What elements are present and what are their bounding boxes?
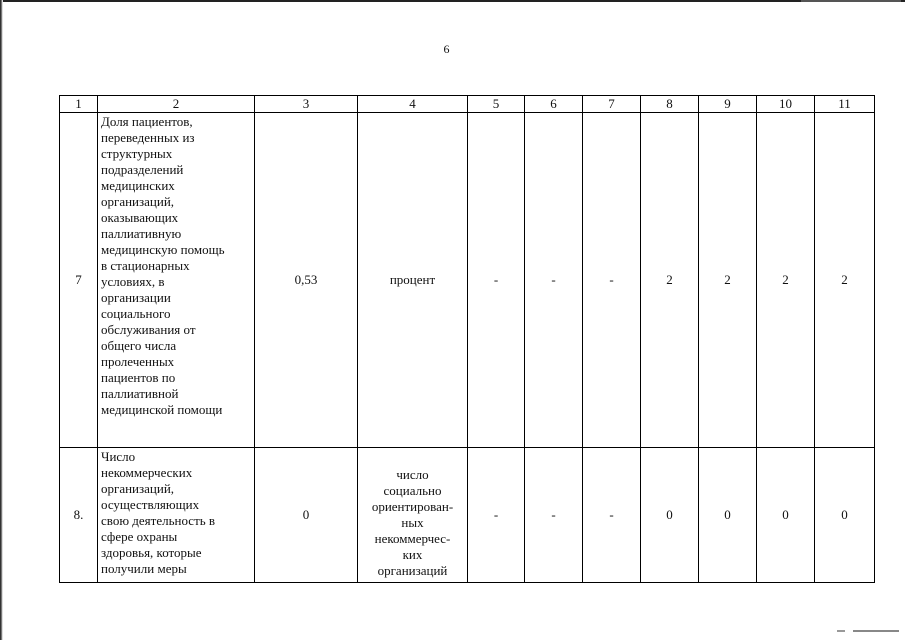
scan-artifact xyxy=(837,630,845,632)
unit-text: число социально ориентирован- ных некоммерчес- ких организаций xyxy=(371,467,454,578)
scan-artifact xyxy=(801,0,901,2)
indicator-name-text: Число некоммерческих организаций, осуществляющих свою деятельность в сфере охраны здоровья, которые получили меры xyxy=(101,449,216,576)
header-cell-1: 1 xyxy=(60,96,98,113)
header-cell-11: 11 xyxy=(815,96,875,113)
unit-text: процент xyxy=(389,272,436,287)
base-value-cell: 0 xyxy=(255,448,358,583)
unit-cell xyxy=(358,113,468,448)
indicators-table xyxy=(59,95,875,583)
header-cell-2: 2 xyxy=(98,96,255,113)
value-cell-11: 2 xyxy=(815,113,875,448)
indicator-name-cell xyxy=(98,113,255,448)
table-row xyxy=(60,448,875,583)
base-value-cell: 0,53 xyxy=(255,113,358,448)
header-cell-8: 8 xyxy=(641,96,699,113)
indicator-name-text: Доля пациентов, переведенных из структурных подразделений медицинских организаций, оказывающих паллиативную медицинскую помощь в стационарных условиях, в организации социального обслуживания от общего числа пролеченных пациентов по паллиативной медицинской помощи xyxy=(101,114,225,417)
value-cell-7: - xyxy=(583,113,641,448)
header-cell-10: 10 xyxy=(757,96,815,113)
page-number: 6 xyxy=(443,42,450,56)
row-number-cell: 8. xyxy=(60,448,98,583)
header-cell-3: 3 xyxy=(255,96,358,113)
value-cell-10: 0 xyxy=(757,448,815,583)
value-cell-8: 2 xyxy=(641,113,699,448)
value-cell-8: 0 xyxy=(641,448,699,583)
scan-border-top xyxy=(0,0,905,2)
row-number-cell: 7 xyxy=(60,113,98,448)
header-cell-6: 6 xyxy=(525,96,583,113)
value-cell-7: - xyxy=(583,448,641,583)
header-cell-9: 9 xyxy=(699,96,757,113)
value-cell-10: 2 xyxy=(757,113,815,448)
indicator-name-cell xyxy=(98,448,255,583)
header-cell-5: 5 xyxy=(468,96,525,113)
unit-cell xyxy=(358,448,468,583)
value-cell-6: - xyxy=(525,113,583,448)
value-cell-9: 2 xyxy=(699,113,757,448)
scan-border-left xyxy=(0,0,3,640)
value-cell-5: - xyxy=(468,448,525,583)
header-cell-4: 4 xyxy=(358,96,468,113)
value-cell-9: 0 xyxy=(699,448,757,583)
scan-artifact xyxy=(853,630,899,632)
value-cell-11: 0 xyxy=(815,448,875,583)
table-row xyxy=(60,113,875,448)
value-cell-5: - xyxy=(468,113,525,448)
header-cell-7: 7 xyxy=(583,96,641,113)
value-cell-6: - xyxy=(525,448,583,583)
table-header-row xyxy=(60,96,875,113)
